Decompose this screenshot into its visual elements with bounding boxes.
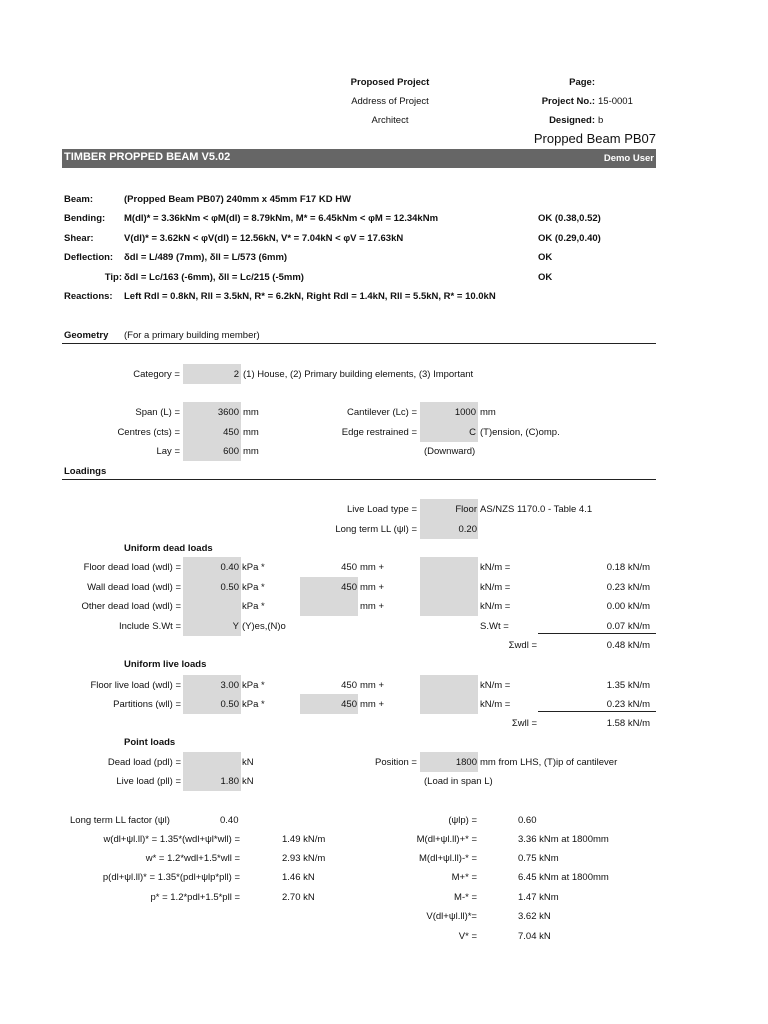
partitions-unit: kPa * — [242, 699, 265, 710]
psi-lp-value: 0.60 — [518, 815, 537, 826]
other-dead-mm: mm + — [360, 601, 385, 612]
m-pos-label: M+* = — [451, 872, 477, 883]
wall-dead-width: 450 — [341, 582, 357, 593]
partitions-label: Partitions (wll) = — [113, 699, 181, 710]
other-dead-unit: kPa * — [242, 601, 265, 612]
lay-label: Lay = — [156, 446, 180, 457]
floor-live-value: 3.00 — [220, 680, 239, 691]
udl-heading: Uniform dead loads — [124, 543, 213, 554]
live-point-value: 1.80 — [220, 776, 239, 787]
p-star-label: p* = 1.2*pdl+1.5*pll = — [150, 892, 240, 903]
downward-note: (Downward) — [424, 446, 476, 457]
beam-text: (Propped Beam PB07) 240mm x 45mm F17 KD HW — [124, 194, 352, 205]
cantilever-value: 1000 — [454, 407, 476, 418]
partitions-result: 0.23 kN/m — [606, 699, 650, 710]
m-pos-dl-value: 3.36 kNm at 1800mm — [518, 834, 609, 845]
position-value: 1800 — [455, 757, 477, 768]
ull-heading: Uniform live loads — [124, 659, 207, 670]
other-dead-extra-input[interactable] — [420, 596, 478, 616]
app-title: TIMBER PROPPED BEAM V5.02 — [64, 151, 231, 163]
title-bar — [62, 149, 656, 168]
partitions-mm: mm + — [360, 699, 385, 710]
m-pos-dl-label: M(dl+ψl.ll)+* = — [416, 834, 477, 845]
project-address: Address of Project — [351, 96, 429, 107]
p-dl-value: 1.46 kN — [282, 872, 315, 883]
swt-eq: S.Wt = — [480, 621, 509, 632]
category-label: Category = — [133, 369, 180, 380]
shear-ok: OK (0.29,0.40) — [538, 233, 601, 244]
floor-dead-value: 0.40 — [220, 562, 239, 573]
wall-dead-result: 0.23 kN/m — [606, 582, 650, 593]
lay-value: 600 — [223, 446, 239, 457]
m-pos-value: 6.45 kNm at 1800mm — [518, 872, 609, 883]
span-unit: mm — [243, 407, 259, 418]
swt-desc: (Y)es,(N)o — [242, 621, 286, 632]
loadings-heading: Loadings — [64, 466, 107, 477]
floor-dead-knm: kN/m = — [480, 562, 511, 573]
floor-dead-label: Floor dead load (wdl) = — [83, 562, 181, 573]
partitions-extra-input[interactable] — [420, 694, 478, 714]
w-star-label: w* = 1.2*wdl+1.5*wll = — [145, 853, 240, 864]
w-star-value: 2.93 kN/m — [282, 853, 326, 864]
user-name: Demo User — [603, 153, 654, 164]
cantilever-unit: mm — [480, 407, 496, 418]
designed-label: Designed: — [549, 115, 595, 126]
geometry-heading: Geometry — [64, 330, 109, 341]
live-type-ref: AS/NZS 1170.0 - Table 4.1 — [480, 504, 593, 515]
v-dl-value: 3.62 kN — [518, 911, 551, 922]
floor-live-width: 450 — [341, 680, 357, 691]
p-star-value: 2.70 kN — [282, 892, 315, 903]
live-point-label: Live load (pll) = — [116, 776, 181, 787]
ll-factor-value: 0.40 — [220, 815, 239, 826]
dead-point-unit: kN — [242, 757, 254, 768]
floor-live-extra-input[interactable] — [420, 675, 478, 695]
category-desc: (1) House, (2) Primary building elements, (3) Important — [243, 369, 474, 380]
ll-factor-label: Long term LL factor (ψl) — [70, 815, 170, 826]
live-type-label: Live Load type = — [347, 504, 417, 515]
member-title: Propped Beam PB07 — [533, 131, 656, 146]
bending-text: M(dl)* = 3.36kNm < φM(dl) = 8.79kNm, M* = 6.45kNm < φM = 12.34kNm — [124, 213, 439, 224]
position-desc: mm from LHS, (T)ip of cantilever — [480, 757, 618, 768]
tip-label: Tip: — [104, 272, 122, 283]
architect: Architect — [371, 115, 409, 126]
designed-value: b — [598, 115, 604, 126]
long-term-label: Long term LL (ψl) = — [335, 524, 417, 535]
page-label: Page: — [569, 77, 595, 88]
project-no-label: Project No.: — [541, 96, 595, 107]
floor-dead-width: 450 — [341, 562, 357, 573]
partitions-width: 450 — [341, 699, 357, 710]
live-type-value: Floor — [455, 504, 477, 515]
swt-result: 0.07 kN/m — [606, 621, 650, 632]
floor-live-mm: mm + — [360, 680, 385, 691]
floor-live-result: 1.35 kN/m — [606, 680, 650, 691]
partitions-knm: kN/m = — [480, 699, 511, 710]
bending-ok: OK (0.38,0.52) — [538, 213, 601, 224]
sum-wdl-label: Σwdl = — [508, 640, 537, 651]
deflection-text: δdl = L/489 (7mm), δll = L/573 (6mm) — [124, 252, 288, 263]
wll-sum-line — [538, 711, 656, 712]
long-term-value: 0.20 — [458, 524, 477, 535]
floor-dead-result: 0.18 kN/m — [606, 562, 650, 573]
wall-dead-value: 0.50 — [220, 582, 239, 593]
other-dead-input[interactable] — [183, 596, 241, 616]
w-dl-value: 1.49 kN/m — [282, 834, 326, 845]
sum-wdl-result: 0.48 kN/m — [606, 640, 650, 651]
w-dl-label: w(dl+ψl.ll)* = 1.35*(wdl+ψl*wll) = — [103, 834, 240, 845]
shear-label: Shear: — [64, 233, 94, 244]
sum-wll-label: Σwll = — [511, 718, 537, 729]
other-dead-width-input[interactable] — [300, 596, 358, 616]
span-value: 3600 — [217, 407, 239, 418]
floor-live-label: Floor live load (wdl) = — [90, 680, 181, 691]
edge-desc: (T)ension, (C)omp. — [480, 427, 560, 438]
category-value: 2 — [233, 369, 239, 380]
lay-unit: mm — [243, 446, 259, 457]
sum-wll-result: 1.58 kN/m — [606, 718, 650, 729]
m-neg-value: 1.47 kNm — [518, 892, 559, 903]
position-label: Position = — [375, 757, 417, 768]
v-star-label: V* = — [458, 931, 477, 942]
m-neg-dl-value: 0.75 kNm — [518, 853, 559, 864]
dead-point-label: Dead load (pdl) = — [107, 757, 181, 768]
other-dead-knm: kN/m = — [480, 601, 511, 612]
wall-dead-mm: mm + — [360, 582, 385, 593]
edge-label: Edge restrained = — [341, 427, 417, 438]
floor-live-knm: kN/m = — [480, 680, 511, 691]
m-neg-dl-label: M(dl+ψl.ll)-* = — [419, 853, 477, 864]
centres-unit: mm — [243, 427, 259, 438]
deflection-label: Deflection: — [64, 252, 114, 263]
shear-text: V(dl)* = 3.62kN < φV(dl) = 12.56kN, V* = 7.04kN < φV = 17.63kN — [124, 233, 404, 244]
psi-lp-label: (ψlp) = — [448, 815, 477, 826]
tip-text: δdl = Lc/163 (-6mm), δll = Lc/215 (-5mm) — [124, 272, 304, 283]
wall-dead-unit: kPa * — [242, 582, 265, 593]
project-no-value: 15-0001 — [598, 96, 633, 107]
swt-label: Include S.Wt = — [118, 621, 181, 632]
p-dl-label: p(dl+ψl.ll)* = 1.35*(pdl+ψlp*pll) = — [102, 872, 240, 883]
wall-dead-label: Wall dead load (wdl) = — [87, 582, 181, 593]
live-point-unit: kN — [242, 776, 254, 787]
wall-dead-knm: kN/m = — [480, 582, 511, 593]
v-star-value: 7.04 kN — [518, 931, 551, 942]
partitions-value: 0.50 — [220, 699, 239, 710]
m-neg-label: M-* = — [454, 892, 477, 903]
floor-dead-mm: mm + — [360, 562, 385, 573]
floor-dead-unit: kPa * — [242, 562, 265, 573]
cantilever-label: Cantilever (Lc) = — [347, 407, 417, 418]
project-name: Proposed Project — [350, 77, 430, 88]
geometry-divider — [62, 343, 656, 344]
tip-ok: OK — [538, 272, 553, 283]
centres-value: 450 — [223, 427, 239, 438]
deflection-ok: OK — [538, 252, 553, 263]
load-in-span-note: (Load in span L) — [424, 776, 493, 787]
span-label: Span (L) = — [135, 407, 180, 418]
reactions-label: Reactions: — [64, 291, 113, 302]
centres-label: Centres (cts) = — [117, 427, 180, 438]
wdl-sum-line — [538, 633, 656, 634]
geometry-note: (For a primary building member) — [124, 330, 260, 341]
other-dead-label: Other dead load (wdl) = — [81, 601, 181, 612]
point-heading: Point loads — [124, 737, 176, 748]
other-dead-result: 0.00 kN/m — [606, 601, 650, 612]
floor-dead-extra-input[interactable] — [420, 557, 478, 577]
bending-label: Bending: — [64, 213, 106, 224]
v-dl-label: V(dl+ψl.ll)*= — [426, 911, 477, 922]
reactions-text: Left Rdl = 0.8kN, Rll = 3.5kN, R* = 6.2kN, Right Rdl = 1.4kN, Rll = 5.5kN, R* = 10.0kN — [124, 291, 496, 302]
wall-dead-extra-input[interactable] — [420, 577, 478, 597]
dead-point-input[interactable] — [183, 752, 241, 772]
loadings-divider — [62, 479, 656, 480]
edge-value: C — [469, 427, 476, 438]
beam-label: Beam: — [64, 194, 94, 205]
swt-value: Y — [232, 621, 239, 632]
floor-live-unit: kPa * — [242, 680, 265, 691]
